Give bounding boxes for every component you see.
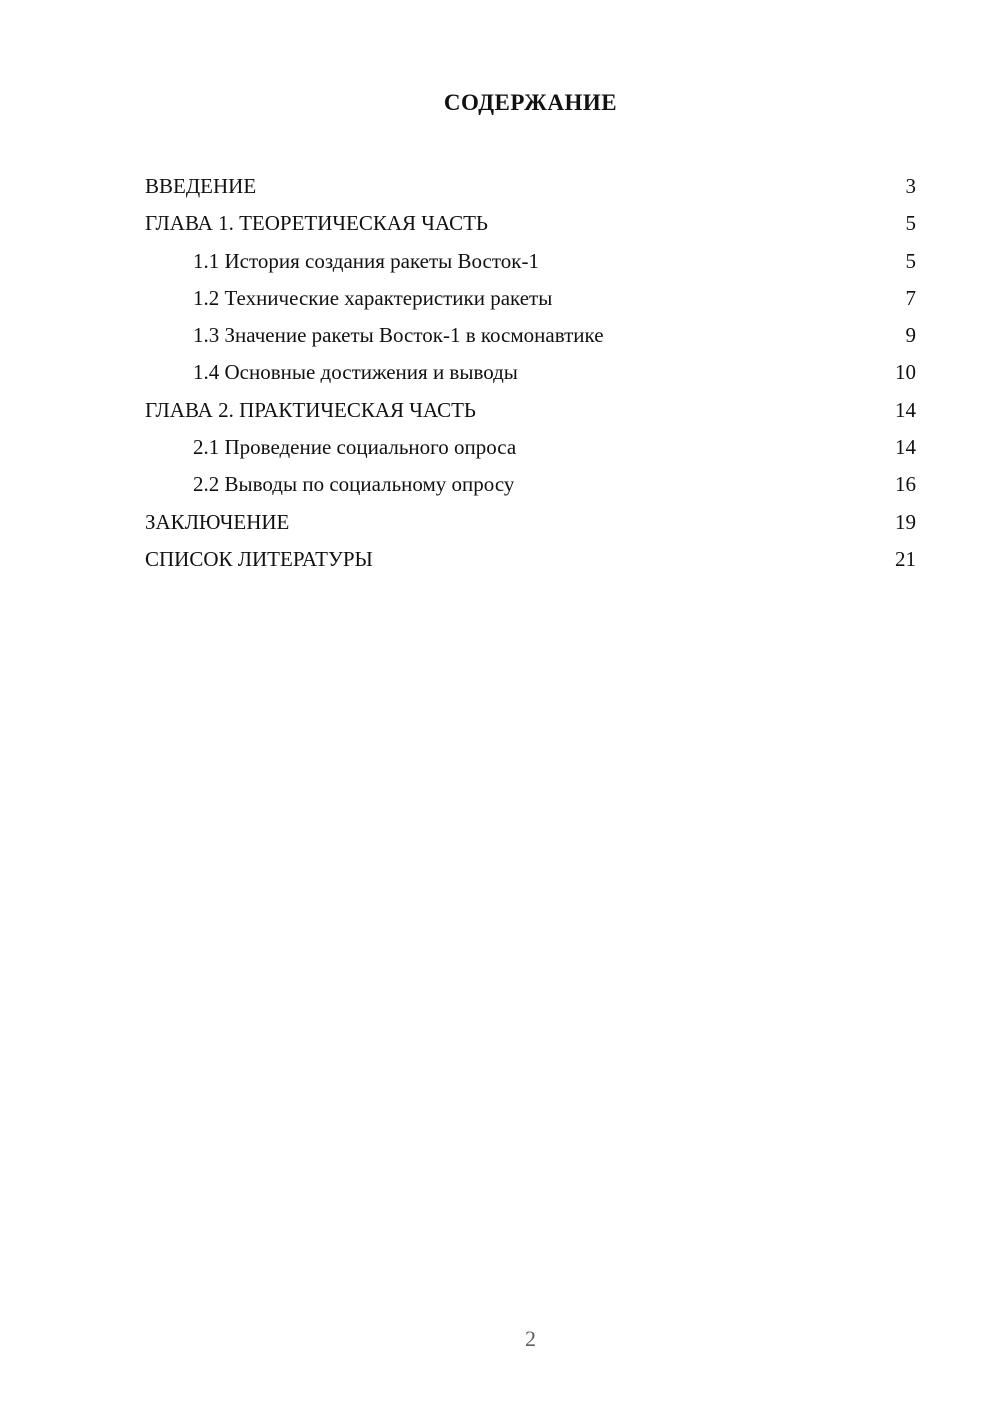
toc-entry (145, 168, 916, 205)
toc-entry-label: 2.2 Выводы по социальному опросу (193, 472, 515, 497)
toc-entry-page-number: 19 (895, 509, 916, 534)
toc-entry-label: 2.1 Проведение социального опроса (193, 435, 517, 460)
toc-entry (145, 205, 916, 242)
toc-entry (145, 541, 916, 578)
toc-entry-label: 1.1 История создания ракеты Восток-1 (193, 248, 539, 273)
toc-entry-label: ЗАКЛЮЧЕНИЕ (145, 509, 290, 534)
toc-entry-label: СПИСОК ЛИТЕРАТУРЫ (145, 546, 373, 571)
toc-entry-page-number: 14 (895, 435, 916, 460)
toc-entry-page-number: 16 (895, 472, 916, 497)
toc-entry-page-number: 7 (905, 285, 916, 310)
toc-entry-page-number: 9 (905, 323, 916, 348)
toc-entry-page-number: 3 (905, 174, 916, 198)
toc-entry (145, 466, 916, 503)
page-title: СОДЕРЖАНИЕ (443, 90, 618, 115)
toc-entry (145, 354, 916, 391)
toc-entry (145, 280, 916, 317)
toc-entry (145, 317, 916, 354)
toc-entry (145, 392, 916, 429)
toc-entry-page-number: 5 (905, 211, 916, 236)
toc-entry-page-number: 21 (895, 546, 916, 571)
toc-entry-label: ГЛАВА 2. ПРАКТИЧЕСКАЯ ЧАСТЬ (145, 397, 476, 422)
toc-entry-label: 1.3 Значение ракеты Восток-1 в космонавтике (193, 323, 604, 348)
toc-entry (145, 504, 916, 541)
toc-entry-page-number: 5 (905, 248, 916, 273)
toc-entry-page-number: 14 (895, 397, 916, 422)
toc-entry-label: 1.2 Технические характеристики ракеты (193, 285, 553, 310)
footer-page-number: 2 (525, 1326, 536, 1351)
table-of-contents (145, 168, 916, 578)
toc-entry-page-number: 10 (895, 360, 916, 385)
toc-entry (145, 243, 916, 280)
toc-entry-label: 1.4 Основные достижения и выводы (193, 360, 518, 385)
toc-entry-label: ГЛАВА 1. ТЕОРЕТИЧЕСКАЯ ЧАСТЬ (145, 211, 488, 236)
toc-entry-label: ВВЕДЕНИЕ (145, 174, 257, 198)
toc-entry (145, 429, 916, 466)
